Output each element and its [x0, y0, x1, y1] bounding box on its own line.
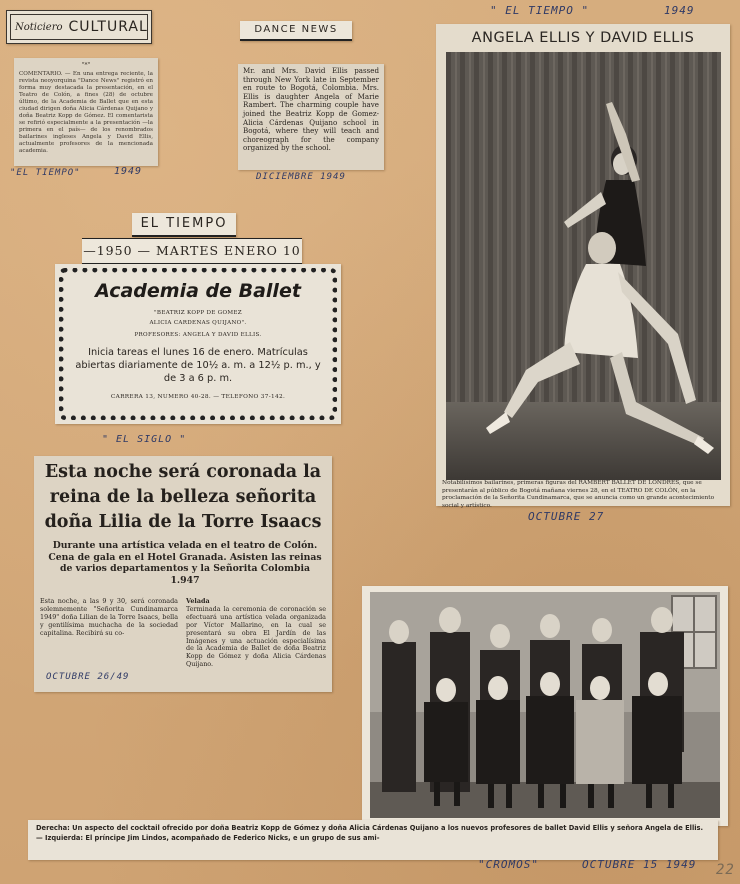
group-photo	[370, 592, 720, 818]
reina-subhead: Durante una artística velada en el teatro de Colón. Cena de gala en el Hotel Granada. Asisten las reinas de varios departamentos y la Señorita Colombia 1.947	[48, 540, 322, 586]
annotation-el-tiempo-top: " EL TIEMPO "	[490, 4, 590, 17]
annotation-octubre-26: OCTUBRE 26/49	[46, 672, 130, 682]
ellis-photo-caption: Notabilísimos bailarines, primeras figuras del RAMBERT BALLET DE LONDRES, que se presentarán al público de Bogotá mañana viernes 28, en el TEATRO DE COLÓN, en la proclamación de la Señorita Cundinamarca, que se anuncia como un grande acontecimiento social y artístico.	[442, 480, 715, 509]
el-tiempo-date: —1950 — MARTES ENERO 10	[82, 238, 302, 264]
dance-news-text: Mr. and Mrs. David Ellis passed through New York late in September en route to Bogotá, Colombia. Mrs. Ellis is daughter Angela of Marie Rambert. The charming couple have joined the Beatriz Kopp de Gomez-Alicia Cárdenas Quijano school in Bogotá, where they will teach and choreograph for the company organized by the school.	[243, 66, 379, 153]
academia-ballet-ad	[55, 264, 341, 424]
dance-news-title: DANCE NEWS	[240, 21, 352, 41]
reina-headline: Esta noche será coronada la reina de la belleza señorita doña Lilia de la Torre Isaacs	[44, 462, 322, 532]
annotation-octubre-27: OCTUBRE 27	[528, 510, 605, 523]
academia-heading: Academia de Ballet	[95, 280, 301, 302]
annotation-cromos: "CROMOS"	[478, 858, 539, 871]
comentario-text: COMENTARIO. — En una entrega reciente, la revista neoyorquina "Dance News" registró en forma muy destacada la presentación, en el Teatro de Colón, a fines (28) de octubre último, de la Academia de Ballet que en esta ciudad dirigen doña Alicia Cárdenas Quijano y doña Beatriz Kopp de Gómez. El comentarista se refirió especialmente a la presentación —la primera en el país— de los renombrados bailarines ingleses Angela y David Ellis, actualmente profesores de la mencionada academia.	[19, 71, 153, 154]
academia-teachers: PROFESORES: ANGELA Y DAVID ELLIS.	[134, 332, 262, 338]
annotation-diciembre: DICIEMBRE 1949	[256, 172, 346, 182]
annotation-year: 1949	[114, 166, 143, 177]
ellis-photo-clipping	[436, 24, 730, 509]
reina-velada-text: Terminada la ceremonia de coronación se efectuará una artística velada organizada por Víctor Mallarino, en la cual se presentará su obra El Jardín de las Imágenes y una actuación especialísima de la Academia de Ballet de doña Beatriz Kopp de Gómez y doña Alicia Cárdenas Quijano.	[186, 604, 326, 669]
comentario-clipping	[14, 58, 158, 166]
annotation-el-tiempo: "EL TIEMPO"	[10, 168, 81, 178]
reina-column-1: Esta noche, a las 9 y 30, será coronada solemnemente "Señorita Cundinamarca 1949" doña Lilian de la Torre Isaacs, bella y gentilísima muchacha de la sociedad capitalina. Recibirá su co-	[40, 597, 178, 637]
reina-clipping	[34, 456, 332, 692]
ellis-photo-title: ANGELA ELLIS Y DAVID ELLIS	[471, 30, 695, 46]
page-number: 22	[716, 862, 735, 878]
academia-directors-2: ALICIA CARDENAS QUIJANO".	[149, 320, 247, 326]
dance-news-clipping	[238, 64, 384, 170]
dancers-photo	[446, 52, 721, 480]
academia-body: Inicia tareas el lunes 16 de enero. Matrículas abiertas diariamente de 10½ a. m. a 12½ p. m., y de 3 a 6 p. m.	[75, 347, 321, 384]
cocktail-photo-clipping	[362, 586, 728, 826]
reina-column-2	[186, 598, 326, 669]
cultural-label: CULTURAL	[68, 19, 148, 35]
academia-directors-1: "BEATRIZ KOPP DE GOMEZ	[154, 310, 242, 316]
academia-address: CARRERA 13, NUMERO 40-28. — TELEFONO 37-142.	[110, 394, 286, 400]
reina-velada-label: Velada	[186, 597, 210, 605]
annotation-el-siglo: " EL SIGLO "	[102, 434, 187, 445]
annotation-octubre-15: OCTUBRE 15 1949	[582, 858, 697, 871]
comentario-mark: "*"	[81, 62, 91, 69]
noticiero-label: Noticiero	[15, 21, 63, 33]
annotation-year-top: 1949	[664, 4, 695, 17]
el-tiempo-masthead: EL TIEMPO	[132, 213, 236, 237]
cromos-caption: Derecha: Un aspecto del cocktail ofrecido por doña Beatriz Kopp de Gómez y doña Alicia Cárdenas Quijano a los nuevos profesores de ballet David Ellis y señora Angela de Ellis. — Izquierda: El príncipe Jim Lindos, acompañado de Federico Nicks, e un grupo de sus ami-	[28, 820, 718, 860]
noticiero-cultural-header	[6, 10, 152, 44]
